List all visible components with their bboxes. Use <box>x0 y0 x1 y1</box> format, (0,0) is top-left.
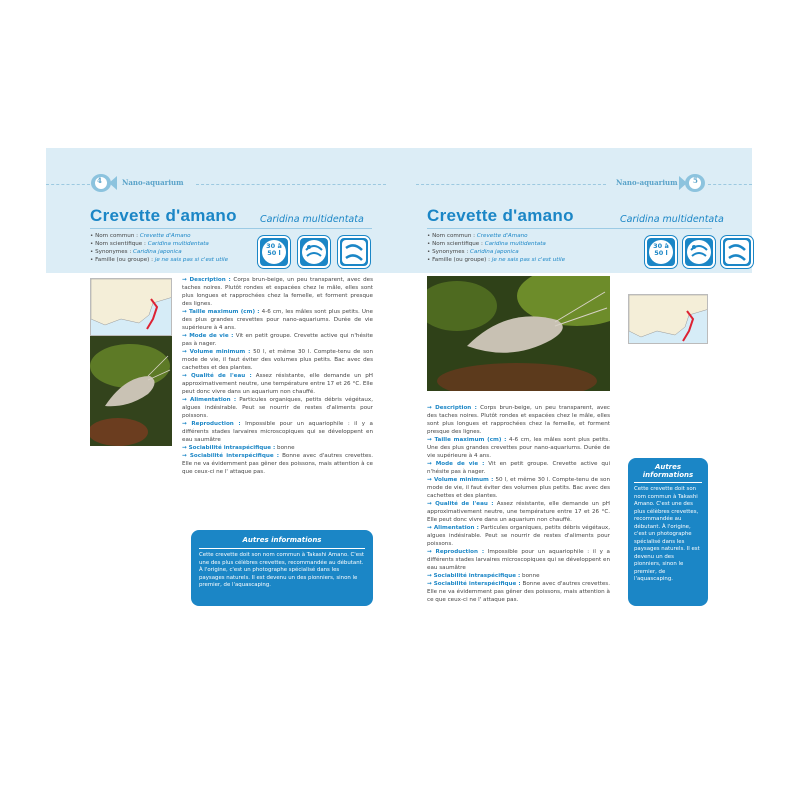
fact-synonyms: • Synonymes : Caridina japonica <box>90 249 182 255</box>
title-rule-right <box>427 228 712 229</box>
desc-volume: → Volume minimum : 50 l, et même 30 l. Compte-tenu de son mode de vie, il faut éviter des volumes plus petits. Bac avec des cachettes et des plantes. <box>427 477 611 499</box>
page-number-left: 4 <box>97 176 102 185</box>
desc-reproduction: → Reproduction : Impossible pour un aquariophile : il y a différents stades larvaires microscopiques qui se développent en eau saumâtre <box>427 549 610 571</box>
desc-size: → Taille maximum (cm) : 4-6 cm, les mâles sont plus petits. Une des plus grandes crevettes pour nano-aquariums. Durée de vie supérieure à 4 ans. <box>182 309 373 331</box>
desc-description: → Description : Corps brun-beige, un peu transparent, avec des taches noires. Plutôt rondes et espacées chez le mâle, elles sont plus longues et rapprochées chez la femelle, et forment presque des lignes. <box>182 277 373 307</box>
desc-social-inter: → Sociabilité interspécifique : Bonne avec d'autres crevettes. Elle ne va évidemment pas gêner des poissons, mais attention à ce que ceux-ci ne l' attaque pas. <box>182 453 373 475</box>
fact-family: • Famille (ou groupe) : je ne sais pas si c'est utile <box>427 257 566 263</box>
description-text <box>182 276 373 476</box>
shrimp-photo-small <box>90 336 172 446</box>
scientific-name-right: Caridina multidentata <box>620 214 724 225</box>
shrimp-icon <box>338 236 370 268</box>
group-behaviour-icon <box>298 236 330 268</box>
distribution-map <box>90 278 172 336</box>
scientific-name: Caridina multidentata <box>260 214 364 225</box>
title-rule <box>90 228 372 229</box>
desc-lifestyle: → Mode de vie : Vit en petit groupe. Crevette active qui n'hésite pas à nager. <box>427 461 610 475</box>
facts-list-right <box>427 232 597 264</box>
fact-synonyms: • Synonymes : Caridina japonica <box>427 249 519 255</box>
desc-lifestyle: → Mode de vie : Vit en petit groupe. Crevette active qui n'hésite pas à nager. <box>182 333 373 347</box>
running-head-right: Nano-aquarium <box>616 178 678 187</box>
desc-reproduction: → Reproduction : Impossible pour un aquariophile : il y a différents stades larvaires microscopiques qui se développent en eau saumâtre <box>182 421 373 443</box>
fact-family: • Famille (ou groupe) : je ne sais pas si c'est utile <box>90 257 229 263</box>
desc-description: → Description : Corps brun-beige, un peu transparent, avec des taches noires. Plutôt rondes et espacées chez le mâle, elles sont plus longues et rapprochées chez la femelle, et forment presque des lignes. <box>427 405 610 435</box>
species-title: Crevette d'amano <box>90 206 237 225</box>
other-info-box-right <box>628 458 708 606</box>
fact-common-name: • Nom commun : Crevette d'Amano <box>90 233 191 239</box>
book-spread <box>46 148 752 653</box>
volume-badge <box>258 236 290 268</box>
desc-social-inter: → Sociabilité interspécifique : Bonne avec d'autres crevettes. Elle ne va évidemment pas gêner des poissons, mais attention à ce que ceux-ci ne l' attaque pas. <box>427 581 610 603</box>
volume-badge-ring-right: 30 à 50 l <box>649 240 673 264</box>
distribution-map-right <box>628 294 708 344</box>
group-behaviour-icon-right <box>683 236 715 268</box>
right-page <box>399 148 752 653</box>
other-info-rule-right <box>634 482 702 483</box>
desc-social-intra: → Sociabilité intraspécifique : bonne <box>427 573 540 579</box>
shrimp-photo-large <box>427 276 610 391</box>
desc-water: → Qualité de l'eau : Assez résistante, elle demande un pH approximativement neutre, une température entre 17 et 26 °C. Elle peut donc vivre dans un aquarium non chauffé. <box>427 501 610 523</box>
volume-badge-ring: 30 à 50 l <box>262 240 286 264</box>
fact-common-name: • Nom commun : Crevette d'Amano <box>427 233 528 239</box>
other-info-text: Cette crevette doit son nom commun à Takashi Amano. C'est une des plus célèbres crevettes, recommandée au débutant. À l'origine, c'est un photographe spécialisé dans les paysages naturels. Il est devenu un des pionniers, sinon le premier, de l'aquascaping. <box>199 552 365 588</box>
facts-list <box>90 232 260 264</box>
desc-water: → Qualité de l'eau : Assez résistante, elle demande un pH approximativement neutre, une température entre 17 et 26 °C. Elle peut donc vivre dans un aquarium non chauffé. <box>182 373 374 395</box>
desc-social-intra: → Sociabilité intraspécifique : bonne <box>182 445 295 451</box>
fact-scientific-name: • Nom scientifique : Caridina multidentata <box>427 241 546 247</box>
other-info-text-right: Cette crevette doit son nom commun à Takashi Amano. C'est une des plus célèbres crevettes, recommandée au débutant. À l'origine, c'est un photographe spécialisé dans les paysages naturels. Il est devenu un des pionniers, sinon le premier, de l'aquascaping. <box>634 486 700 582</box>
desc-volume: → Volume minimum : 50 l, et même 30 l. Compte-tenu de son mode de vie, il faut éviter des volumes plus petits. Bac avec des cachettes et des plantes. <box>182 349 373 371</box>
other-info-title: Autres informations <box>242 536 322 544</box>
other-info-box <box>191 530 373 606</box>
desc-food: → Alimentation : Particules organiques, petits débris végétaux, algues indésirable. Peut se nourrir de restes d'aliments pour poissons. <box>182 397 373 419</box>
other-info-title-right: Autres informations <box>642 463 694 479</box>
desc-size: → Taille maximum (cm) : 4-6 cm, les mâles sont plus petits. Une des plus grandes crevettes pour nano-aquariums. Durée de vie supérieure à 4 ans. <box>427 437 610 459</box>
other-info-rule <box>199 548 365 549</box>
desc-food: → Alimentation : Particules organiques, petits débris végétaux, algues indésirable. Peut se nourrir de restes d'aliments pour poissons. <box>427 525 610 547</box>
volume-badge-right <box>645 236 677 268</box>
fact-scientific-name: • Nom scientifique : Caridina multidentata <box>90 241 209 247</box>
shrimp-icon-right <box>721 236 753 268</box>
species-title-right: Crevette d'amano <box>427 206 574 225</box>
page-number-right: 5 <box>693 176 698 185</box>
description-text-right <box>427 404 610 604</box>
running-head-left: Nano-aquarium <box>122 178 184 187</box>
left-page <box>46 148 399 653</box>
